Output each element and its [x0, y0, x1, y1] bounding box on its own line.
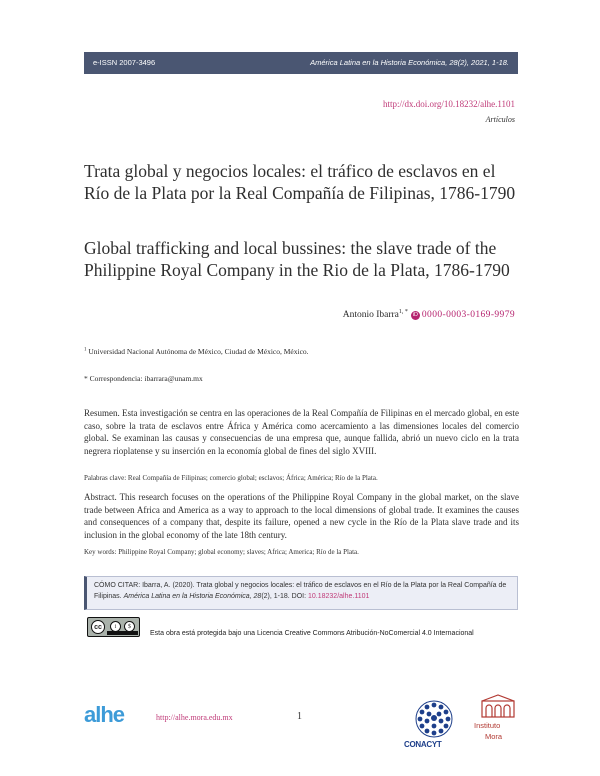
title-spanish: Trata global y negocios locales: el tráfico de esclavos en el Río de la Plata por la Real Compañía de Filipinas, 1786-1790 — [84, 161, 516, 203]
author-markers: 1, * — [398, 309, 408, 315]
journal-banner — [84, 52, 518, 74]
citation-journal: América Latina en la Historia Económica, 28 — [123, 593, 262, 600]
correspondence: * Correspondencia: ibarrara@unam.mx — [84, 374, 203, 383]
doi-link[interactable]: http://dx.doi.org/10.18232/alhe.1101 — [383, 99, 515, 109]
affiliation-text: Universidad Nacional Autónoma de México, Ciudad de México, México. — [88, 347, 309, 356]
citation-doi-link[interactable]: 10.18232/alhe.1101 — [308, 593, 370, 600]
section-label: Artículos — [485, 115, 515, 124]
title-english: Global trafficking and local bussines: the slave trade of the Philippine Royal Company in the Rio de la Plata, 1786-1790 — [84, 238, 510, 280]
creative-commons-badge[interactable] — [87, 617, 140, 637]
orcid-icon: iD — [412, 312, 418, 319]
journal-url-link[interactable]: http://alhe.mora.edu.mx — [156, 713, 233, 722]
author-line — [343, 309, 515, 320]
palabras-clave: Palabras clave: Real Compañía de Filipinas; comercio global; esclavos; África; América; Río de la Plata. — [84, 474, 378, 482]
citation-box — [84, 576, 518, 610]
orcid-link[interactable]: 0000-0003-0169-9979 — [421, 310, 515, 321]
abstract: Abstract. This research focuses on the operations of the Philippine Royal Company in the global market, on the slave trade between Africa and America as a way to approach to the local dimensions of global trade. It examines the causes and consequences of a company that, despite its failure, opened a new cycle in the Río de la Plata slave trade and its inclusion in the global economy of the late 18th century. — [84, 492, 519, 540]
conacyt-label: CONACYT — [404, 740, 442, 749]
mora-label-mora: Mora — [485, 732, 503, 741]
cc-icon: cc — [91, 620, 105, 634]
citation-issue: (2), 1-18. DOI: — [261, 593, 308, 600]
affiliation — [84, 347, 309, 356]
mora-label-instituto: Instituto — [474, 721, 501, 730]
attribution-icon: i — [110, 621, 121, 632]
alhe-logo-word: alhe — [84, 702, 125, 727]
conacyt-logo-icon — [413, 698, 455, 742]
page-number: 1 — [297, 711, 302, 722]
badge-strip — [107, 631, 138, 635]
license-text: Esta obra está protegida bajo una Licencia Creative Commons Atribución-NoComercial 4.0 Internacional — [150, 630, 474, 637]
author-name: Antonio Ibarra — [342, 310, 399, 321]
affiliation-marker: 1 — [84, 347, 87, 353]
issn-label: e-ISSN 2007-3496 — [93, 58, 156, 67]
citation-lead: CÓMO CITAR: Ibarra, A. (2020). Trata global y negocios locales: el tráfico de esclavos en el Río de la Plata por la Real Compañía de Filipinas. — [94, 582, 507, 600]
resumen: Resumen. Esta investigación se centra en las operaciones de la Real Compañía de Filipinas en el mercado global, en este caso, sobre la trata de esclavos entre África y América como acercamiento a las dimensiones locales del comercio global. Se examinan las causas y consecuencias de una empresa que, aunque fallida, abrió un nuevo ciclo en la trata negrera rioplatense y su inserción en la economía global de fines del siglo XVIII. — [84, 408, 519, 456]
key-words: Key words: Philippine Royal Company; global economy; slaves; Africa; America; Río de la Plata. — [84, 548, 359, 556]
noncommercial-icon: $ — [124, 621, 135, 632]
instituto-mora-building-icon — [476, 693, 520, 719]
alhe-logo — [84, 703, 150, 727]
journal-reference: América Latina en la Historia Económica, 28(2), 2021, 1-18. — [310, 58, 509, 67]
